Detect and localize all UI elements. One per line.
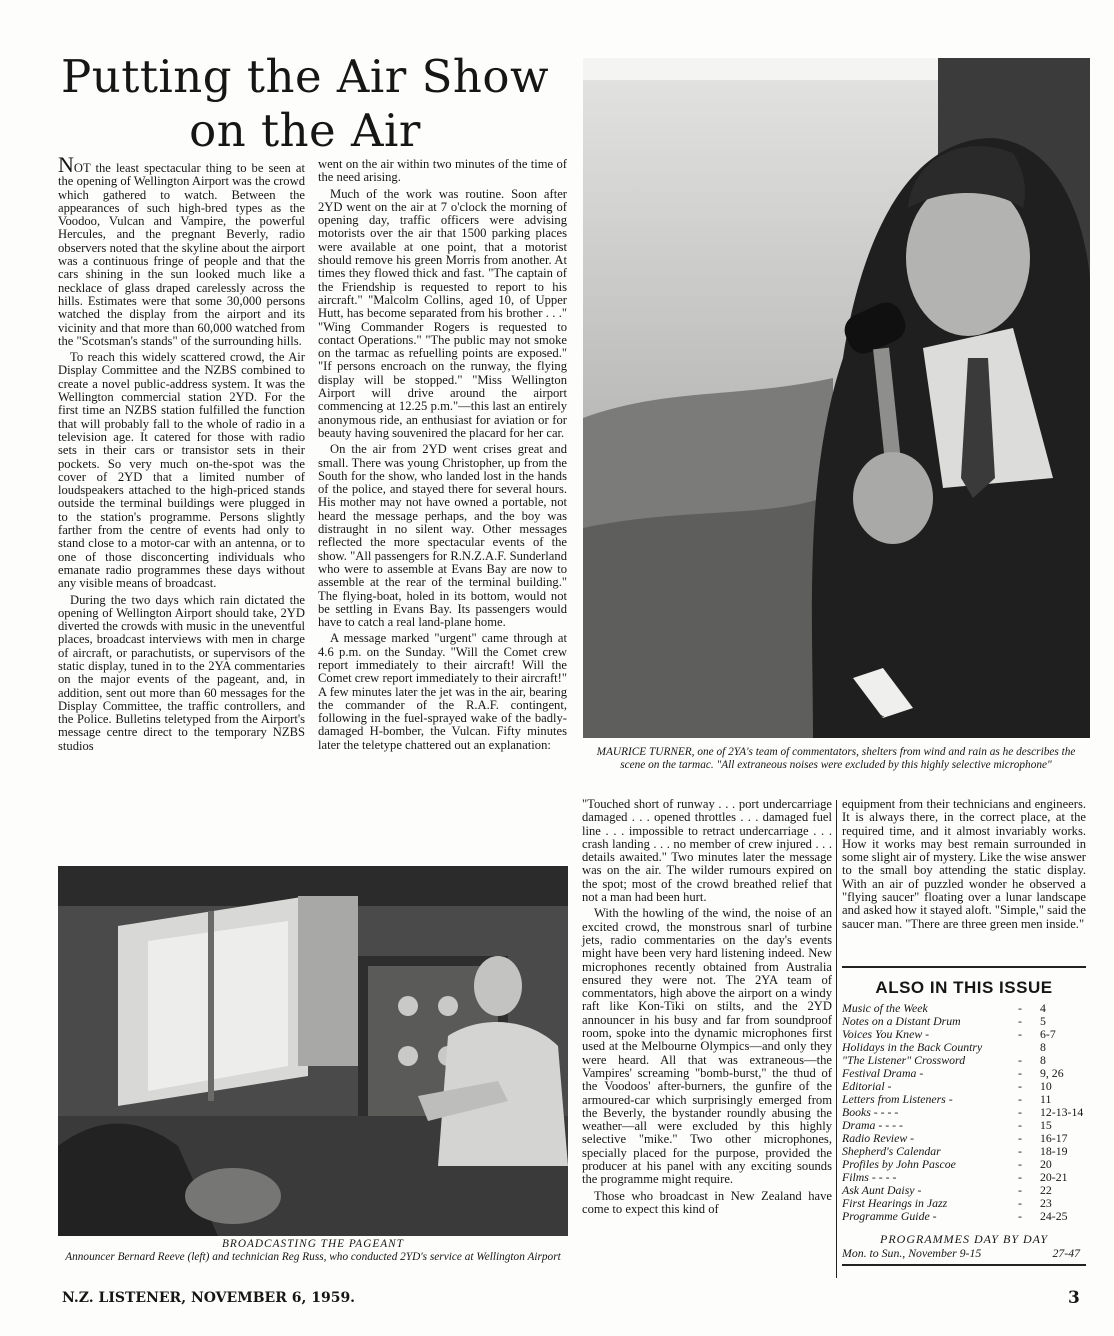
contents-item-page: 20-21 [1040, 1170, 1068, 1184]
photo-broadcasting [58, 866, 568, 1236]
contents-item-title: Films - - - - [842, 1170, 897, 1184]
photo-broadcasting-image [58, 866, 568, 1236]
contents-item-title: Shepherd's Calendar [842, 1144, 941, 1158]
contents-item-page: 20 [1040, 1157, 1052, 1171]
caption-title: BROADCASTING THE PAGEANT [222, 1238, 404, 1250]
contents-item-title: "The Listener" Crossword [842, 1053, 966, 1067]
contents-item-dash: - [1018, 1092, 1022, 1106]
contents-item-page: 6-7 [1040, 1027, 1056, 1041]
article-paragraph: To reach this widely scattered crowd, the Air Display Committee and the NZBS combined to create a novel public-address system. It was the Wellington commercial station 2YD. For the first time an NZBS station fulfilled the function that will probably fall to the whole of radio in a television age. It catered for those with radio sets in their cars or transistor sets in their pockets. So very much on-the-spot was the cover of 2YD that a limited number of loudspeakers attached to the high-priced stands outside the terminal buildings were plugged in to the station's programme. Persons slightly farther from the centre of events had only to stand close to a motor-car with an antenna, or to one of those disconcerting individuals who emanate radio programmes these days without any visible means of broadcast. [58, 350, 305, 591]
article-paragraph: On the air from 2YD went crises great and small. There was young Christopher, up from the South for the show, who landed lost in the hands of the police, and stayed there for several hours. His mother may not have owned a portable, not heard the message perhaps, and the boy was distraught in no silent way. Other messages reflected the more spectacular events of the show. "All passengers for R.N.Z.A.F. Sunderland who were to assemble at Evans Bay are now to assemble at the rear of the terminal building." The flying-boat, holed in its bottom, would not be settling in Evans Bay. Its passengers would have to catch a real land-plane home. [318, 442, 567, 630]
article-column-3 [582, 798, 832, 1219]
contents-item-title: Letters from Listeners - [842, 1092, 953, 1106]
box-bottom-rule [842, 1264, 1086, 1266]
contents-item-page: 12-13-14 [1040, 1105, 1084, 1119]
article-column-4 [842, 798, 1086, 934]
contents-item-page: 5 [1040, 1014, 1046, 1028]
contents-item-page: 23 [1040, 1196, 1052, 1210]
headline [30, 50, 580, 158]
contents-item-title: Notes on a Distant Drum [842, 1014, 961, 1028]
contents-item-page: 16-17 [1040, 1131, 1068, 1145]
contents-item-dash: - [1018, 1183, 1022, 1197]
contents-item-dash: - [1018, 1209, 1022, 1223]
page-number: 3 [1068, 1288, 1080, 1308]
contents-item-page: 9, 26 [1040, 1066, 1064, 1080]
contents-item-dash: - [1018, 1196, 1022, 1210]
article-paragraph: Those who broadcast in New Zealand have come to expect this kind of [582, 1188, 832, 1216]
box-top-rule [842, 966, 1086, 968]
press-badge-text: PRESS [861, 706, 897, 732]
contents-item-title: Editorial - [842, 1079, 892, 1093]
programmes-title: PROGRAMMES DAY BY DAY [880, 1232, 1048, 1246]
contents-item-title: Drama - - - - [842, 1118, 903, 1132]
contents-item-dash: - [1018, 1014, 1022, 1028]
contents-item-page: 24-25 [1040, 1209, 1068, 1223]
caption-body: Announcer Bernard Reeve (left) and technician Reg Russ, who conducted 2YD's service at Wellington Airport [65, 1251, 561, 1263]
contents-item-page: 8 [1040, 1053, 1046, 1067]
contents-item-page: 4 [1040, 1001, 1046, 1015]
contents-item-title: First Hearings in Jazz [842, 1196, 948, 1210]
headline-line-1: Putting the Air Show [60, 50, 550, 103]
contents-item-title: Holidays in the Back Country [842, 1040, 983, 1054]
article-paragraph: NOT the least spectacular thing to be seen at the opening of Wellington Airport was the crowd which gathered to watch. Between the appearances of such high-bred types as the Voodoo, Vulcan and Vampire, the powerful Hercules, and the pregnant Beverly, radio observers noted that the skyline about the airport was a continuous fringe of people and that the cars shining in the sun looked much like a necklace of glass draped carelessly across the hills. Estimates were that some 30,000 persons watched the display from the airport and its vicinity and that more than 60,000 watched from the "Scotsman's stands" of the surrounding hills. [58, 152, 305, 348]
contents-item-page: 15 [1040, 1118, 1052, 1132]
photo-commentator-image [583, 58, 1090, 738]
contents-item-page: 8 [1040, 1040, 1046, 1054]
programmes-row [842, 1246, 1086, 1261]
article-paragraph: "Touched short of runway . . . port undercarriage damaged . . . opened throttles . . . damaged fuel line . . . impossible to retract undercarriage . . . crash landing . . . no member of crew injured . . . details awaited." Two minutes later the message was on the air. The wilder rumours expired on the spot; most of the crowd breathed relief that not a man had been hurt. [582, 797, 832, 905]
article-column-2 [318, 158, 567, 755]
contents-item-title: Radio Review - [842, 1131, 915, 1145]
contents-item-dash: - [1018, 1027, 1022, 1041]
contents-item-dash: - [1018, 1053, 1022, 1067]
contents-item-page: 10 [1040, 1079, 1052, 1093]
contents-item-title: Programme Guide - [842, 1209, 937, 1223]
programmes-dates: Mon. to Sun., November 9-15 [842, 1246, 982, 1260]
contents-item-dash: - [1018, 1066, 1022, 1080]
photo-commentator-caption: MAURICE TURNER, one of 2YA's team of commentators, shelters from wind and rain as he describes the scene on the tarmac. "All extraneous noises were excluded by this highly selective microphone" [596, 746, 1076, 771]
contents-item-dash: - [1018, 1079, 1022, 1093]
contents-item-title: Profiles by John Pascoe [842, 1157, 956, 1171]
contents-item-dash: - [1018, 1131, 1022, 1145]
contents-item-dash: - [1018, 1170, 1022, 1184]
column-divider [836, 800, 837, 1278]
photo-commentator [583, 58, 1090, 738]
article-paragraph: With the howling of the wind, the noise of an excited crowd, the monstrous snarl of turbine jets, radio commentaries on the day's events might have been very hard listening indeed. New microphones recently obtained from Australia ensured they were not. The 2YA team of commentators, high above the airport on a windy raft like Kon-Tiki on stilts, and the 2YD announcer in his busy and far from soundproof room, spoke into the dynamic microphones first used at the Melbourne Olympics—and only they were heard. All that was extraneous—the Vampires' screaming "bomb-burst," the thud of the Voodoos' after-burners, the gunfire of the armoured-car which surprisingly emerged from the Beverly, the bystander roundly abusing the weather—all were excluded by this highly selective "mike." Two other microphones, specially placed for the purpose, provided the producer at his panel with any exciting sounds the programme might require. [582, 906, 832, 1187]
contents-item-page: 11 [1040, 1092, 1052, 1106]
contents-item-dash: - [1018, 1001, 1022, 1015]
contents-item-dash: - [1018, 1144, 1022, 1158]
contents-list [842, 1002, 1086, 1223]
contents-item-dash: - [1018, 1157, 1022, 1171]
article-column-1 [58, 152, 305, 756]
article-paragraph: Much of the work was routine. Soon after 2YD went on the air at 7 o'clock the morning of opening day, traffic officers were advising motorists over the air that 1500 parking places were available at one point, that a motorist should remove his green Morris from another. At times they flowed thick and fast. "The captain of the Friendship is requested to report to his aircraft." "Malcolm Collins, aged 10, of Upper Hutt, has become separated from his brother . . ." "Wing Commander Rogers is requested to contact Operations." "The public may not smoke on the tarmac as refuelling points are exposed." "If persons encroach on the runway, the flying display will be stopped." "Miss Wellington Airport will drive around the airport commencing at 12.25 p.m."—this last an entirely anonymous ride, an enthusiast for aviation or for beauty having souvenired the placard for her car. [318, 186, 567, 440]
contents-item-title: Music of the Week [842, 1001, 928, 1015]
also-in-this-issue-box [842, 966, 1086, 1266]
contents-item-dash: - [1018, 1105, 1022, 1119]
contents-item-title: Voices You Knew - [842, 1027, 930, 1041]
footer-masthead: N.Z. LISTENER, NOVEMBER 6, 1959. [62, 1290, 356, 1306]
article-paragraph: During the two days which rain dictated the opening of Wellington Airport should take, 2YD diverted the crowds with music in the uneventful places, broadcast interviews with men in charge of aircraft, or parachutists, or supervisors of the static display, tuned in to the 2YA commentaries on the major events of the pageant, and, in addition, sent out more than 60 messages for the Display Committee, the traffic controllers, and the Police. Bulletins teletyped from the Airport's message centre direct to the temporary NZBS studios [58, 592, 305, 753]
issue-box-title: ALSO IN THIS ISSUE [875, 978, 1053, 997]
article-paragraph: A message marked "urgent" came through at 4.6 p.m. on the Sunday. "Will the Comet crew report immediately to their aircraft! Will the Comet crew report immediately to their aircraft!" A few minutes later the jet was in the air, bearing the commander of the R.A.F. contingent, following in the fuel-sprayed wake of the badly-damaged H-bomber, the Vulcan. Fifty minutes later the teletype chattered out an explanation: [318, 631, 567, 752]
contents-table [842, 1002, 1086, 1223]
drop-cap: N [58, 152, 74, 177]
photo-broadcasting-caption [58, 1238, 568, 1264]
headline-line-2: on the Air [189, 104, 421, 157]
contents-item-title: Books - - - - [842, 1105, 899, 1119]
contents-item-dash: - [1018, 1118, 1022, 1132]
programmes-pages: 27-47 [1052, 1246, 1080, 1260]
article-paragraph: equipment from their technicians and engineers. It is always there, in the correct place, at the required time, and it almost invariably works. How it works may best remain surrounded in some slight air of mystery. Like the wise answer to the small boy attending the static display. With an air of puzzled wonder he observed a "flying saucer" floating over a lunar landscape and asked how it stayed aloft. "Simple," said the saucer man. "There are three green men inside." [842, 797, 1086, 931]
article-paragraph: went on the air within two minutes of the time of the need arising. [318, 157, 567, 185]
contents-item [842, 1210, 1086, 1223]
contents-item-page: 22 [1040, 1183, 1052, 1197]
contents-item-title: Ask Aunt Daisy - [842, 1183, 922, 1197]
contents-item-page: 18-19 [1040, 1144, 1068, 1158]
contents-item-title: Festival Drama - [842, 1066, 924, 1080]
